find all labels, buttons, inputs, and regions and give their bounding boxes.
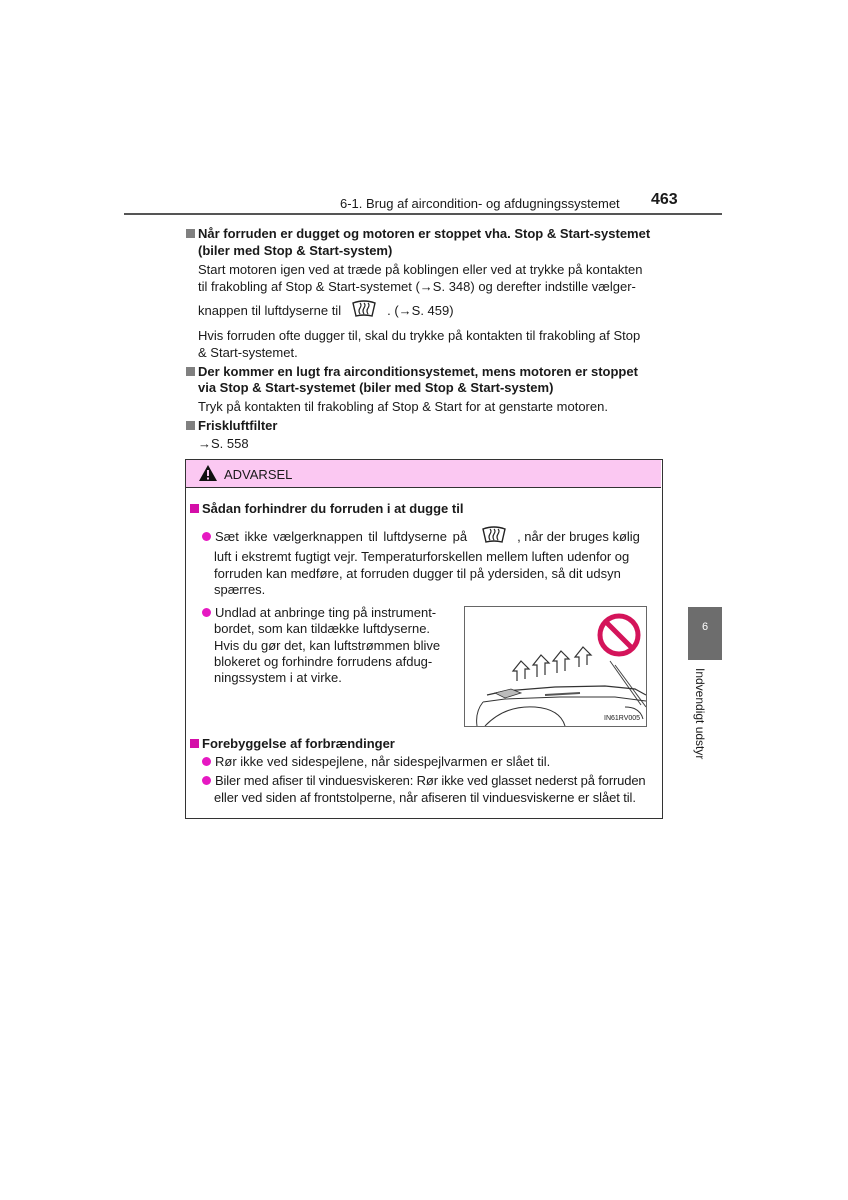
bullet-text-line: Biler med afiser til vinduesviskeren: Rør ikke ved glasset nederst på forruden <box>202 772 660 789</box>
page-section-title: 6-1. Brug af aircondition- og afdugningssystemet <box>340 196 620 211</box>
bullet-text-line: forruden kan medføre, at forruden dugger til på ydersiden, så dit udsyn <box>214 566 621 581</box>
page-number: 463 <box>651 191 678 208</box>
header-rule <box>124 213 722 215</box>
page-reference: →S. 558 <box>198 436 249 451</box>
magenta-square-icon <box>190 504 199 513</box>
bullet-text-line: Rør ikke ved sidespejlene, når sidespejlvarmen er slået til. <box>202 753 657 770</box>
bullet-text-line: ningssystem i at virke. <box>214 670 342 685</box>
bullet-icon <box>202 532 211 541</box>
bullet-text-line: Undlad at anbringe ting på instrument- <box>202 604 452 621</box>
paragraph-line-with-icon: knappen til luftdyserne til . (→S. 459) <box>198 300 666 323</box>
warning-subheading-burns: Forebyggelse af forbrændinger <box>190 735 650 752</box>
windshield-defroster-icon <box>481 526 507 549</box>
warning-label: ADVARSEL <box>224 467 293 482</box>
section-heading-odor: Der kommer en lugt fra airconditionsystemet, mens motoren er stoppet <box>186 363 666 380</box>
bullet-text-line: bordet, som kan tildække luftdyserne. <box>214 621 431 636</box>
chapter-label: Indvendigt udstyr <box>693 668 707 760</box>
section-heading-line2: (biler med Stop & Start-system) <box>198 243 393 258</box>
bullet-icon <box>202 776 211 785</box>
paragraph-line: & Start-systemet. <box>198 345 298 360</box>
bullet-text-line: spærres. <box>214 582 266 597</box>
bullet-text-line: luft i ekstremt fugtigt vejr. Temperaturforskellen mellem luften udenfor og <box>214 549 630 564</box>
paragraph-line: Tryk på kontakten til frakobling af Stop & Start for at genstarte motoren. <box>198 399 608 414</box>
bullet-icon <box>202 608 211 617</box>
paragraph-line: til frakobling af Stop & Start-systemet (→S. 348) og derefter indstille vælger- <box>198 279 636 294</box>
section-heading-line2: via Stop & Start-systemet (biler med Stop & Start-system) <box>198 380 554 395</box>
section-heading-filter: Friskluftfilter <box>186 417 666 434</box>
chapter-tab <box>688 607 722 660</box>
gray-square-icon <box>186 367 195 376</box>
gray-square-icon <box>186 421 195 430</box>
paragraph-line: Start motoren igen ved at træde på koblingen eller ved at trykke på kontakten <box>198 262 643 277</box>
gray-square-icon <box>186 229 195 238</box>
dashboard-illustration <box>464 606 647 727</box>
windshield-defroster-icon <box>351 300 377 323</box>
warning-subheading-fog: Sådan forhindrer du forruden i at dugge til <box>190 500 650 517</box>
paragraph-line: Hvis forruden ofte dugger til, skal du trykke på kontakten til frakobling af Stop <box>198 328 641 343</box>
bullet-icon <box>202 757 211 766</box>
bullet-text-line: Hvis du gør det, kan luftstrømmen blive <box>214 638 441 653</box>
magenta-square-icon <box>190 739 199 748</box>
bullet-text-line: eller ved siden af frontstolperne, når afiseren til vinduesviskerne er slået til. <box>214 790 636 805</box>
bullet-line-with-icon: Sæt ikke vælgerknappen til luftdyserne på , når der bruges kølig <box>202 526 657 549</box>
figure-code: IN61RV005 <box>604 715 641 722</box>
warning-triangle-icon <box>198 464 218 486</box>
bullet-text-line: blokeret og forhindre forrudens afdug- <box>214 654 433 669</box>
section-heading-fogged-windshield: Når forruden er dugget og motoren er stoppet vha. Stop & Start-systemet <box>186 225 666 242</box>
chapter-number: 6 <box>701 621 709 633</box>
